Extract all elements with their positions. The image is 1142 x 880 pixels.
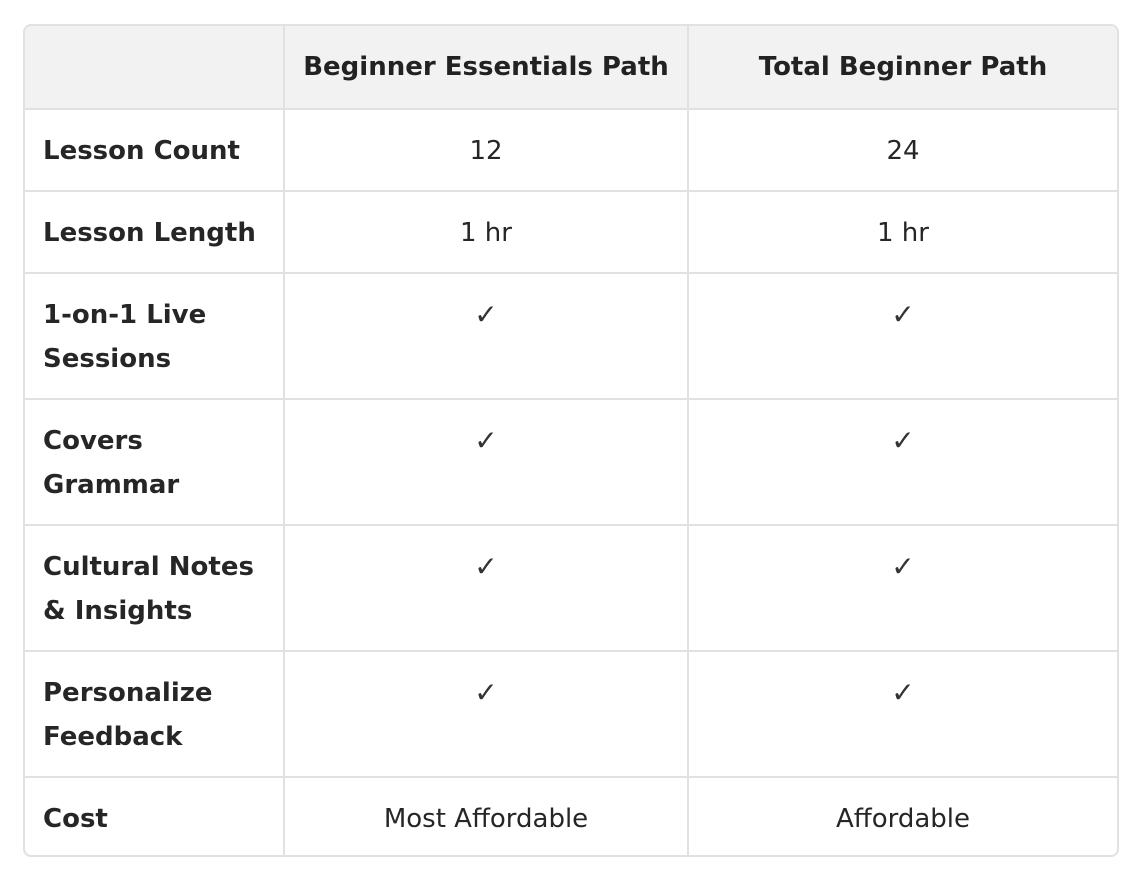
cost-total-value: Affordable — [836, 804, 970, 834]
checkmark-icon: ✓ — [474, 298, 498, 331]
comparison-table — [23, 24, 1119, 857]
table-row — [25, 191, 1117, 273]
table-row — [25, 525, 1117, 651]
header-empty-cell — [25, 26, 284, 109]
row-label-live-sessions: 1-on-1 Live Sessions — [25, 273, 284, 399]
checkmark-icon: ✓ — [891, 298, 915, 331]
row-label-cultural-notes: Cultural Notes & Insights — [25, 525, 284, 651]
checkmark-icon: ✓ — [891, 676, 915, 709]
lesson-length-total-value: 1 hr — [688, 191, 1117, 273]
header-total-beginner-path: Total Beginner Path — [688, 26, 1117, 109]
row-label-lesson-length: Lesson Length — [25, 191, 284, 273]
header-beginner-essentials-path: Beginner Essentials Path — [284, 26, 688, 109]
row-label-covers-grammar: Covers Grammar — [25, 399, 284, 525]
comparison-table-grid — [25, 26, 1117, 857]
row-label-cost: Cost — [25, 777, 284, 857]
checkmark-icon: ✓ — [891, 424, 915, 457]
row-label-lesson-count: Lesson Count — [25, 109, 284, 191]
table-row — [25, 777, 1117, 857]
checkmark-icon: ✓ — [474, 550, 498, 583]
table-row — [25, 273, 1117, 399]
table-row — [25, 399, 1117, 525]
checkmark-icon: ✓ — [891, 550, 915, 583]
table-row — [25, 109, 1117, 191]
header-row — [25, 26, 1117, 109]
lesson-count-essentials-value: 12 — [284, 109, 688, 191]
lesson-length-essentials-value: 1 hr — [284, 191, 688, 273]
row-label-personalize-feedback: Personalize Feedback — [25, 651, 284, 777]
cost-essentials-value: Most Affordable — [284, 777, 688, 857]
checkmark-icon: ✓ — [474, 424, 498, 457]
table-row — [25, 651, 1117, 777]
checkmark-icon: ✓ — [474, 676, 498, 709]
lesson-count-total-value: 24 — [688, 109, 1117, 191]
